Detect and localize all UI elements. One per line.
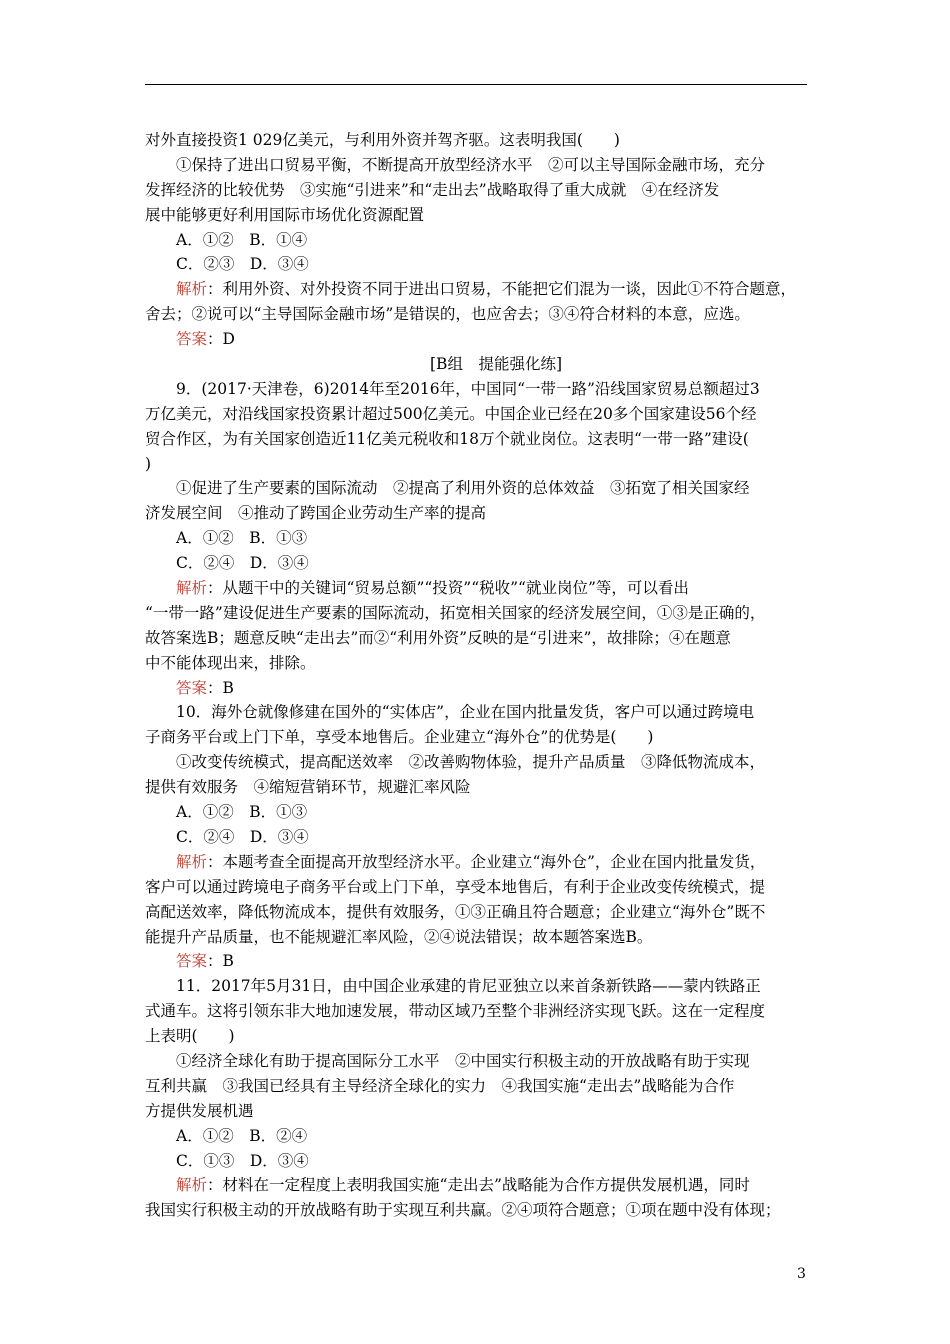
answer-line <box>145 676 807 701</box>
text-line: 子商务平台或上门下单，享受本地售后。企业建立“海外仓”的优势是( ) <box>145 728 654 747</box>
analysis-line <box>145 277 807 302</box>
text-line: ①促进了生产要素的国际流动 ②提高了利用外资的总体效益 ③拓宽了相关国家经 <box>176 479 750 498</box>
line-text: ：本题考查全面提高开放型经济水平。企业建立“海外仓”，企业在国内批量发货， <box>207 852 766 871</box>
text-line: 11．2017年5月31日，由中国企业承建的肯尼亚独立以来首条新铁路——蒙内铁路正 <box>176 977 761 996</box>
text-line: A．①② B．②④ <box>176 1126 308 1145</box>
analysis-label: 解析 <box>176 852 208 871</box>
document-body <box>145 128 807 1223</box>
analysis-label: 解析 <box>176 1176 208 1195</box>
text-line: 贸合作区，为有关国家创造近11亿美元税收和18万个就业岗位。这表明“一带一路”建设( <box>145 429 749 448</box>
text-line: 济发展空间 ④推动了跨国企业劳动生产率的提高 <box>145 504 487 523</box>
analysis-line <box>145 1173 807 1198</box>
text-line: ①经济全球化有助于提高国际分工水平 ②中国实行积极主动的开放战略有助于实现 <box>176 1051 750 1070</box>
text-line: ①改变传统模式，提高配送效率 ②改善购物体验，提升产品质量 ③降低物流成本， <box>176 753 766 772</box>
text-line: 舍去；②说可以“主导国际金融市场”是错误的，也应舍去；③④符合材料的本意，应选。 <box>145 305 750 324</box>
text-line: “一带一路”建设促进生产要素的国际流动，拓宽相关国家的经济发展空间，①③是正确的， <box>145 603 766 622</box>
text-line: C．①③ D．③④ <box>176 1151 309 1170</box>
text-line: A．①② B．①④ <box>176 230 308 249</box>
text-line: 我国实行积极主动的开放战略有助于实现互利共赢。②④项符合题意；①项在题中没有体现； <box>145 1201 781 1220</box>
text-line: C．②③ D．③④ <box>176 255 309 274</box>
text-line: 高配送效率，降低物流成本，提供有效服务，①③正确且符合题意；企业建立“海外仓”既不 <box>145 902 766 921</box>
text-line: C．②④ D．③④ <box>176 554 309 573</box>
line-text: ：B <box>207 678 234 697</box>
header-rule <box>145 84 807 85</box>
line-text: ：D <box>207 330 235 349</box>
text-line: 客户可以通过跨境电子商务平台或上门下单，享受本地售后，有利于企业改变传统模式，提 <box>145 877 766 896</box>
text-line: 对外直接投资1 029亿美元，与利用外资并驾齐驱。这表明我国( ) <box>145 131 620 149</box>
text-line: 故答案选B；题意反映“走出去”而②“利用外资”反映的是“引进来”，故排除；④在题意 <box>145 628 731 647</box>
text-line: 互利共赢 ③我国已经具有主导经济全球化的实力 ④我国实施“走出去”战略能为合作 <box>145 1076 735 1095</box>
text-line: 中不能体现出来，排除。 <box>145 653 316 672</box>
page-number: 3 <box>797 1266 806 1282</box>
text-line: 9．(2017·天津卷，6)2014年至2016年，中国同“一带一路”沿线国家贸易总额超过3 <box>176 379 760 398</box>
text-line: 式通车。这将引领东非大地加速发展，带动区域乃至整个非洲经济实现飞跃。这在一定程度 <box>145 1002 766 1021</box>
text-line: C．②④ D．③④ <box>176 827 309 846</box>
text-line: ) <box>145 454 152 473</box>
text-line: 方提供发展机遇 <box>145 1101 254 1120</box>
text-line: ①保持了进出口贸易平衡，不断提高开放型经济水平 ②可以主导国际金融市场，充分 <box>176 155 766 174</box>
answer-label: 答案 <box>176 952 208 971</box>
answer-line <box>145 327 807 352</box>
section-heading: [B组 提能强化练] <box>430 355 562 374</box>
text-line: 万亿美元，对沿线国家投资累计超过500亿美元。中国企业已经在20多个国家建设56个经 <box>145 404 757 423</box>
analysis-line <box>145 850 807 875</box>
text-line: A．①② B．①③ <box>176 529 308 548</box>
analysis-label: 解析 <box>176 579 208 598</box>
answer-label: 答案 <box>176 330 208 349</box>
line-text: ：从题干中的关键词“贸易总额”“投资”“税收”“就业岗位”等，可以看出 <box>207 579 689 598</box>
text-line: 提供有效服务 ④缩短营销环节，规避汇率风险 <box>145 778 471 797</box>
answer-label: 答案 <box>176 678 208 697</box>
text-line: 发挥经济的比较优势 ③实施“引进来”和“走出去”战略取得了重大成就 ④在经济发 <box>145 180 720 199</box>
text-line: 能提升产品质量，也不能规避汇率风险，②④说法错误；故本题答案选B。 <box>145 927 653 946</box>
text-line: 10．海外仓就像修建在国外的“实体店”，企业在国内批量发货，客户可以通过跨境电 <box>176 703 755 722</box>
line-text: ：材料在一定程度上表明我国实施“走出去”战略能为合作方提供发展机遇，同时 <box>207 1176 750 1195</box>
line-text: ：利用外资、对外投资不同于进出口贸易，不能把它们混为一谈，因此①不符合题意， <box>207 280 797 299</box>
line-text: ：B <box>207 952 234 971</box>
text-line: 上表明( ) <box>145 1027 235 1046</box>
text-line: A．①② B．①③ <box>176 803 308 822</box>
analysis-line <box>145 576 807 601</box>
answer-line <box>145 949 807 974</box>
analysis-label: 解析 <box>176 280 208 299</box>
text-line: 展中能够更好利用国际市场优化资源配置 <box>145 205 425 224</box>
